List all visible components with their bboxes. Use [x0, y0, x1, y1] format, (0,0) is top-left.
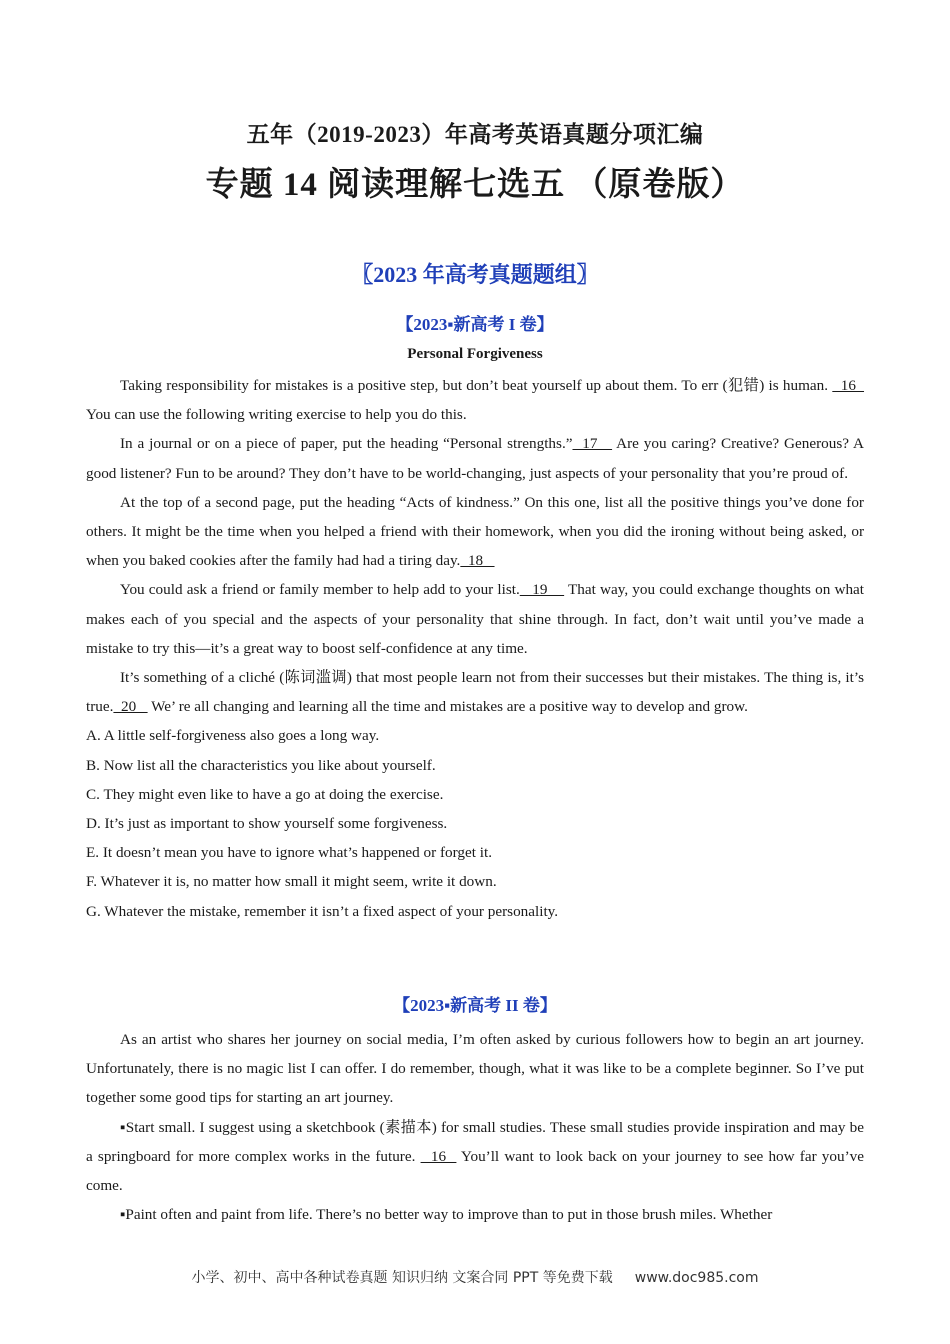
document-supertitle: 五年（2019-2023）年高考英语真题分项汇编	[246, 122, 704, 147]
option-d: D. It’s just as important to show yourself some forgiveness.	[86, 815, 448, 833]
passage-paragraph: As an artist who shares her journey on social media, I’m often asked by curious followers how to begin an art journey. Unfortunately, there is no magic list I can offer. I do remember, though, what it was like to be a complete beginner. So I’ve put together some good tips for starting an art journey.	[86, 1031, 864, 1107]
option-g: G. Whatever the mistake, remember it isn’t a fixed aspect of your personality.	[86, 902, 559, 920]
option-f: F. Whatever it is, no matter how small it might seem, write it down.	[86, 873, 497, 891]
passage-paragraph	[86, 371, 864, 429]
passage-paragraph	[86, 1113, 864, 1201]
passage-art-journey	[86, 1025, 864, 1229]
document-title: 专题 14 阅读理解七选五 （原卷版）	[205, 167, 745, 203]
group-heading: 〖2023 年高考真题题组〗	[351, 262, 599, 287]
passage-paragraph	[86, 488, 864, 576]
paragraph-text: That way, you could exchange thoughts on what makes each of you special and the aspects of your personality that shine through. In fact, don’t wait until you’ve made a mistake to try this—it’s a great way to boost self-confidence at any time.	[86, 581, 865, 657]
paragraph-text: In a journal or on a piece of paper, put the heading “Personal strengths.”	[120, 435, 573, 453]
paragraph-text: ▪Start small. I suggest using a sketchbook (素描本) for small studies. These small studies provide inspiration and may be a springboard for more complex works in the future.	[86, 1118, 864, 1165]
footer-text: 小学、初中、高中各种试卷真题 知识归纳 文案合同 PPT 等免费下载	[191, 1270, 613, 1286]
option-a: A. A little self-forgiveness also goes a long way.	[86, 727, 380, 745]
paragraph-text: Taking responsibility for mistakes is a positive step, but don’t beat yourself up about them. To err (犯错) is human.	[120, 377, 833, 394]
passage-personal-forgiveness	[86, 371, 864, 926]
footer-link[interactable]: www.doc985.com	[634, 1270, 759, 1286]
paragraph-text: You can use the following writing exercise to help you do this.	[86, 406, 467, 424]
paragraph-text: At the top of a second page, put the heading “Acts of kindness.” On this one, list all the positive things you’ve done for others. It might be the time when you helped a friend with their homework, when you did the ironing without being asked, or when you baked cookies after the family had had a tiring day.	[86, 493, 864, 570]
section-heading-2023-new-gaokao-1: 【2023▪新高考 I 卷】	[396, 315, 554, 334]
answer-blank-20: 20	[113, 698, 148, 716]
page-footer	[0, 1267, 950, 1287]
passage-paragraph	[86, 429, 864, 487]
answer-blank-17: 17	[572, 435, 613, 453]
option-c: C. They might even like to have a go at doing the exercise.	[86, 785, 444, 803]
paragraph-text: You’ll want to look back on your journey to see how far you’ve come.	[86, 1147, 864, 1195]
section-heading-2023-new-gaokao-2: 【2023▪新高考 II 卷】	[393, 996, 557, 1015]
passage-paragraph	[86, 663, 864, 721]
passage-paragraph	[86, 575, 864, 663]
article-title: Personal Forgiveness	[407, 346, 543, 362]
answer-blank-16: 16	[420, 1147, 457, 1165]
paragraph-text: We’ re all changing and learning all the time and mistakes are a positive way to develop and grow.	[147, 698, 748, 716]
paragraph-text: You could ask a friend or family member to help add to your list.	[120, 581, 520, 599]
option-e: E. It doesn’t mean you have to ignore what’s happened or forget it.	[86, 844, 493, 862]
answer-blank-19: 19	[519, 581, 565, 599]
option-b: B. Now list all the characteristics you like about yourself.	[86, 756, 436, 774]
passage-paragraph: ▪Paint often and paint from life. There’s no better way to improve than to put in those brush miles. Whether	[120, 1206, 773, 1224]
paragraph-text: It’s something of a cliché (陈词滥调) that most people learn not from their successes but their mistakes. The thing is, it’s true.	[86, 669, 864, 716]
paragraph-text: Are you caring? Creative? Generous? A good listener? Fun to be around? They don’t have to be world-changing, just aspects of your personality that you’re proud of.	[86, 435, 865, 482]
answer-blank-18: 18	[460, 552, 495, 570]
answer-blank-16: 16	[832, 377, 865, 394]
